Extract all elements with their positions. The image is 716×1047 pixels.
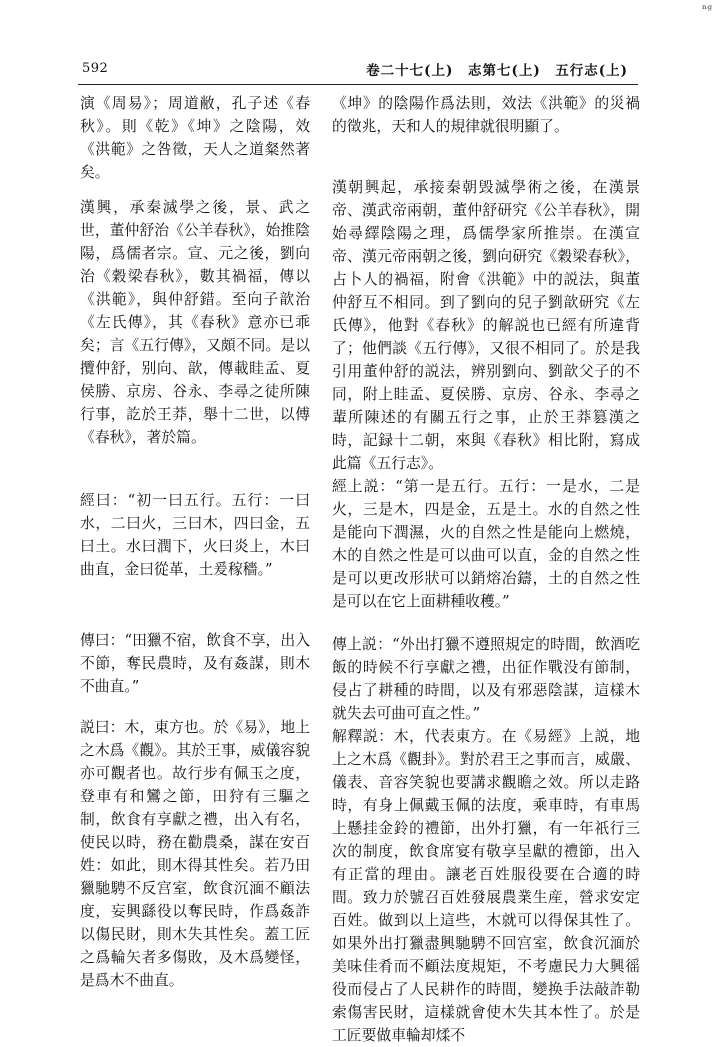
translation-paragraph: 傳上説：“外出打獵不遵照規定的時間，飲酒吃飯的時候不行享獻之禮，出征作戰没有節制，侵占了耕種的時間，以及有邪惡陰謀，這樣木就失去可曲可直之性。”: [332, 636, 640, 722]
classical-paragraph: 漢興，承秦滅學之後，景、武之世，董仲舒治《公羊春秋》，始推陰陽，爲儒者宗。宣、元之後，劉向治《穀梁春秋》，數其禍福，傳以《洪範》，與仲舒錯。至向子歆治《左氏傳》，其《春秋》意亦已乖矣；言《五行傳》，又頗不同。是以攬仲舒，别向、歆，傳載眭孟、夏侯勝、京房、谷永、李尋之徒所陳行事，訖於王莽，舉十二世，以傅《春秋》，著於篇。: [80, 199, 310, 446]
page-header: [78, 59, 638, 81]
classical-paragraph: 傳曰：“田獵不宿，飲食不享，出入不節，奪民農時，及有姦謀，則木不曲直。”: [80, 632, 310, 695]
header-rule: [78, 84, 638, 85]
classical-paragraph: 經曰：“初一曰五行。五行：一曰水，二曰火，三曰木，四曰金，五曰土。水曰潤下，火曰炎上，木曰曲直，金曰從革，土爰稼穡。”: [80, 492, 310, 578]
running-head: 卷二十七(上) 志第七(上) 五行志(上): [366, 63, 628, 79]
translation-paragraph: 《坤》的陰陽作爲法則，效法《洪範》的災禍的徵兆，天和人的規律就很明顯了。: [332, 95, 640, 135]
page-number: 592: [82, 61, 109, 76]
classical-text-column: [80, 92, 310, 992]
translation-paragraph: 經上説：“第一是五行。五行：一是水，二是火，三是木，四是金，五是土。水的自然之性是能向下潤濕，火的自然之性是能向上燃燒，木的自然之性是可以曲可以直，金的自然之性是可以更改形狀可以銷熔冶鑄，土的自然之性是可以在它上面耕種收穫。”: [332, 478, 640, 610]
translation-column: [332, 92, 640, 1047]
translation-paragraph: 漢朝興起，承接秦朝毁滅學術之後，在漢景帝、漢武帝兩朝，董仲舒研究《公羊春秋》，開始尋繹陰陽之理，爲儒學家所推崇。在漢宣帝、漢元帝兩朝之後，劉向研究《穀梁春秋》，占卜人的禍福，附會《洪範》中的説法，與董仲舒互不相同。到了劉向的兒子劉歆研究《左氏傳》，他對《春秋》的解説也已經有所違背了；他們談《五行傳》，又很不相同了。於是我引用董仲舒的説法，辨别劉向、劉歆父子的不同，附上眭孟、夏侯勝、京房、谷永、李尋之輩所陳述的有關五行之事，止於王莽篡漢之時，記録十二朝，來與《春秋》相比附，寫成此篇《五行志》。: [332, 179, 640, 472]
translation-paragraph: 解釋説：木，代表東方。在《易經》上説，地上之木爲《觀卦》。對於君王之事而言，威嚴、儀表、音容笑貌也要講求觀瞻之效。所以走路時，有身上佩戴玉佩的法度，乘車時，有車馬上懸挂金鈴的禮節，出外打獵，有一年祇行三次的制度，飲食席宴有敬享呈獻的禮節，出入有正當的理由。讓老百姓服役要在合適的時間。致力於號召百姓發展農業生産，營求安定百姓。做到以上這些，木就可以得保其性了。如果外出打獵盡興馳騁不回宫室，飲食沉湎於美味佳肴而不顧法度規矩，不考慮民力大興徭役而侵占了人民耕作的時間，變换手法敲詐勒索傷害民財，這樣就會使木失其本性了。於是工匠要做車輪却煣不: [332, 728, 640, 1044]
classical-paragraph: 説曰：木，東方也。於《易》，地上之木爲《觀》。其於王事，威儀容貌亦可觀者也。故行步有佩玉之度，登車有和鸞之節，田狩有三驅之制，飲食有享獻之禮，出入有名，使民以時，務在勸農桑，謀在安百姓：如此，則木得其性矣。若乃田獵馳騁不反宫室，飲食沉湎不顧法度，妄興繇役以奪民時，作爲姦詐以傷民財，則木失其性矣。蓋工匠之爲輪矢者多傷敗，及木爲變怪，是爲木不曲直。: [80, 719, 310, 989]
classical-paragraph: 演《周易》；周道敝，孔子述《春秋》。則《乾》《坤》之陰陽，效《洪範》之咎徵，天人之道粲然著矣。: [80, 95, 310, 181]
corner-mark: ⁿᵍ: [702, 2, 712, 16]
